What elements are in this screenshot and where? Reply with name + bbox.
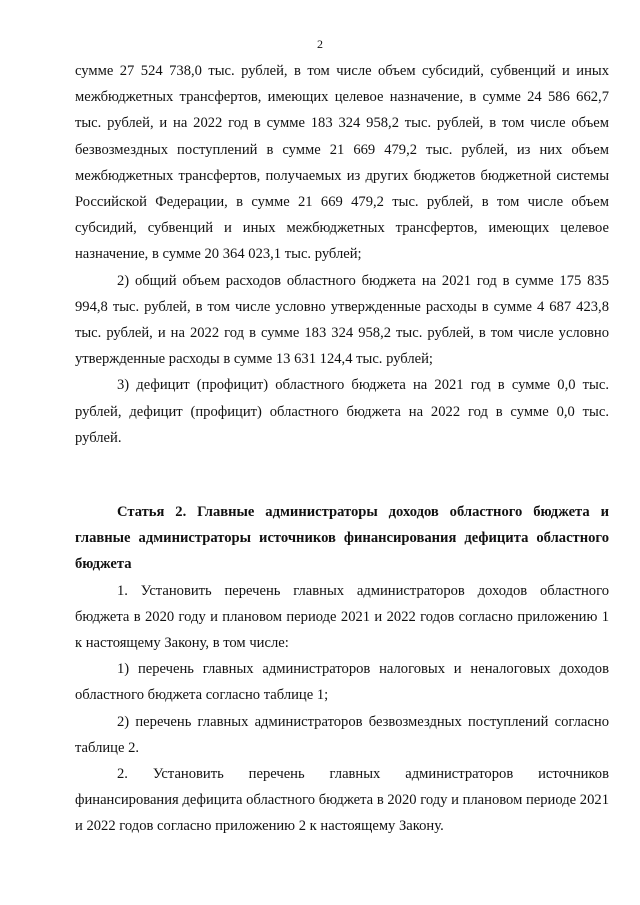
section-spacer [75,475,609,499]
article-2-heading: Статья 2. Главные администраторы доходов областного бюджета и главные администраторы источников финансирования дефицита областного бюджета [75,504,609,573]
paragraph-item-2: 2) общий объем расходов областного бюджета на 2021 год в сумме 175 835 994,8 тыс. рублей, в том числе условно утвержденные расходы в сумме 4 687 423,8 тыс. рублей, и на 2022 год в сумме 183 324 958,2 тыс. рублей, в том числе условно утвержденные расходы в сумме 13 631 124,4 тыс. рублей; [75,272,609,368]
article-2-subclause-1: 1) перечень главных администраторов налоговых и неналоговых доходов областного бюджета согласно таблице 1; [75,661,609,704]
article-2-clause-1: 1. Установить перечень главных администраторов доходов областного бюджета в 2020 году и плановом периоде 2021 и 2022 годов согласно приложению 1 к настоящему Закону, в том числе: [75,582,609,652]
page-number: 2 [317,37,323,51]
paragraph-item-3: 3) дефицит (профицит) областного бюджета на 2021 год в сумме 0,0 тыс. рублей, дефицит (профицит) областного бюджета на 2022 год в сумме 0,0 тыс. рублей. [75,377,609,446]
article-2-clause-2: 2. Установить перечень главных администраторов источников финансирования дефицита областного бюджета в 2020 году и плановом периоде 2021 и 2022 годов согласно приложению 2 к настоящему Закону. [75,766,609,835]
section-spacer [75,451,609,475]
article-2-subclause-2: 2) перечень главных администраторов безвозмездных поступлений согласно таблице 2. [75,713,609,756]
paragraph-continuation: сумме 27 524 738,0 тыс. рублей, в том числе объем субсидий, субвенций и иных межбюджетных трансфертов, имеющих целевое назначение, в сумме 24 586 662,7 тыс. рублей, и на 2022 год в сумме 183 324 958,2 тыс. рублей, в том числе объем безвозмездных поступлений в сумме 21 669 479,2 тыс. рублей, из них объем межбюджетных трансфертов, получаемых из других бюджетов бюджетной системы Российской Федерации, в сумме 21 669 479,2 тыс. рублей, в том числе объем субсидий, субвенций и иных межбюджетных трансфертов, имеющих целевое назначение, в сумме 20 364 023,1 тыс. рублей; [75,63,609,263]
document-body [75,58,609,840]
